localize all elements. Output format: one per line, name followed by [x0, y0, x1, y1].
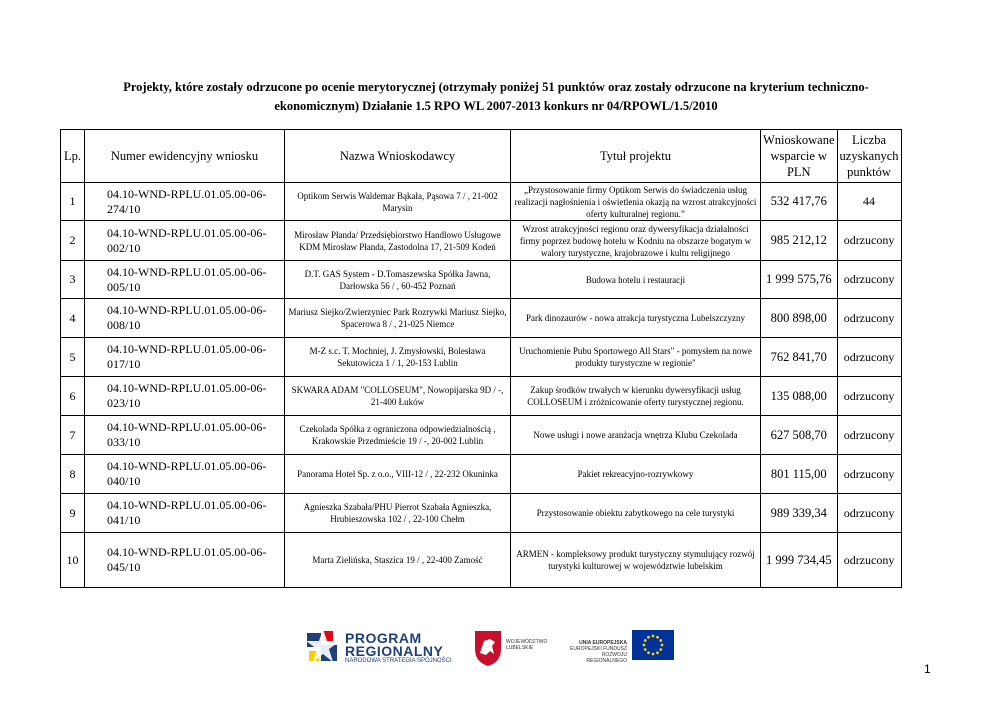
table-row — [61, 338, 902, 377]
cell-lp: 8 — [61, 455, 85, 494]
table-row — [61, 494, 902, 533]
cell-amount: 989 339,34 — [761, 494, 838, 533]
cell-points: odrzucony — [837, 261, 901, 299]
cell-amount: 627 508,70 — [761, 416, 838, 455]
header-project: Tytuł projektu — [511, 130, 761, 183]
title-line-1: Projekty, które zostały odrzucone po ocenie merytorycznej (otrzymały poniżej 51 punktów oraz zostały odrzucone na kryterium techniczno- — [123, 80, 869, 94]
cell-project: ARMEN - kompleksowy produkt turystyczny stymulujący rozwój turystyki kulturowej w województwie lubelskim — [511, 533, 761, 588]
page-number: 1 — [924, 662, 931, 676]
cell-evidence: 04.10-WND-RPLU.01.05.00-06-033/10 — [85, 416, 285, 455]
cell-applicant: Marta Zielińska, Staszica 19 / , 22-400 Zamość — [285, 533, 511, 588]
cell-points: odrzucony — [837, 416, 901, 455]
cell-evidence: 04.10-WND-RPLU.01.05.00-06-041/10 — [85, 494, 285, 533]
cell-amount: 532 417,76 — [761, 183, 838, 221]
cell-points: odrzucony — [837, 494, 901, 533]
cell-project: Budowa hotelu i restauracji — [511, 261, 761, 299]
cell-lp: 7 — [61, 416, 85, 455]
program-title: PROGRAM REGIONALNY — [345, 630, 444, 659]
program-regionalny-logo — [305, 627, 470, 671]
cell-lp: 2 — [61, 221, 85, 261]
table-row — [61, 455, 902, 494]
cell-applicant: Agnieszka Szabała/PHU Pierrot Szabała Agnieszka, Hrubieszowska 102 / , 22-100 Chełm — [285, 494, 511, 533]
cell-evidence: 04.10-WND-RPLU.01.05.00-06-045/10 — [85, 533, 285, 588]
header-lp: Lp. — [61, 130, 85, 183]
cell-points: odrzucony — [837, 377, 901, 416]
header-amount: Wnioskowane wsparcie w PLN — [761, 130, 838, 183]
cell-applicant: Czekolada Spółka z ograniczona odpowiedzialnością , Krakowskie Przedmieście 19 / -, 20-002 Lublin — [285, 416, 511, 455]
footer-logos — [0, 627, 992, 671]
cell-amount: 135 088,00 — [761, 377, 838, 416]
cell-points: odrzucony — [837, 338, 901, 377]
table-row — [61, 183, 902, 221]
cell-project: Park dinozaurów - nowa atrakcja turystyczna Lubelszczyzny — [511, 299, 761, 338]
cell-lp: 3 — [61, 261, 85, 299]
lubelskie-logo — [473, 629, 553, 669]
cell-amount: 801 115,00 — [761, 455, 838, 494]
eu-text: UNIA EUROPEJSKA EUROPEJSKI FUNDUSZ ROZWOJU REGIONALNEGO — [570, 640, 627, 664]
program-subtitle: NARODOWA STRATEGIA SPÓJNOŚCI — [345, 658, 452, 664]
cell-applicant: SKWARA ADAM "COLLOSEUM", Nowopijarska 9D / -, 21-400 Łuków — [285, 377, 511, 416]
lubelskie-text: WOJEWÓDZTWO LUBELSKIE — [506, 639, 548, 651]
cell-project: Zakup środków trwałych w kierunku dywersyfikacji usług COLLOSEUM i zróżnicowanie oferty turystycznej regionu. — [511, 377, 761, 416]
cell-applicant: D.T. GAS System - D.Tomaszewska Spółka Jawna, Darłowska 56 / , 60-452 Poznań — [285, 261, 511, 299]
cell-evidence: 04.10-WND-RPLU.01.05.00-06-005/10 — [85, 261, 285, 299]
cell-applicant: Panorama Hotel Sp. z o.o., VIII-12 / , 22-232 Okuninka — [285, 455, 511, 494]
cell-points: odrzucony — [837, 299, 901, 338]
eu-flag-icon — [632, 630, 674, 660]
cell-applicant: M-Z s.c. T. Mochniej, J. Zmysłowski, Bolesława Sekutowicza 1 / 1, 20-153 Lublin — [285, 338, 511, 377]
title-line-2: ekonomicznym) Działanie 1.5 RPO WL 2007-2013 konkurs nr 04/RPOWL/1.5/2010 — [274, 99, 718, 113]
cell-project: „Przystosowanie firmy Optikom Serwis do świadczenia usług realizacji nagłośnienia i oświetlenia okazją na wzrost atrakcyjności oferty kulturalnej regionu.” — [511, 183, 761, 221]
cell-points: odrzucony — [837, 221, 901, 261]
table-row — [61, 533, 902, 588]
header-applicant: Nazwa Wnioskodawcy — [285, 130, 511, 183]
cell-amount: 762 841,70 — [761, 338, 838, 377]
cell-amount: 985 212,12 — [761, 221, 838, 261]
cell-evidence: 04.10-WND-RPLU.01.05.00-06-008/10 — [85, 299, 285, 338]
program-star-icon — [305, 629, 341, 669]
cell-applicant: Mariusz Siejko/Zwierzyniec Park Rozrywki Mariusz Siejko, Spacerowa 8 / , 21-025 Niemce — [285, 299, 511, 338]
cell-lp: 4 — [61, 299, 85, 338]
table-header-row — [61, 130, 902, 183]
cell-amount: 1 999 575,76 — [761, 261, 838, 299]
cell-lp: 10 — [61, 533, 85, 588]
page-title — [40, 78, 952, 116]
cell-project: Wzrost atrakcyjności regionu oraz dywersyfikacja działalności firmy poprzez budowę hotelu w Kodniu na obszarze bogatym w walory turystyczne, krajobrazowe i kultu religijnego — [511, 221, 761, 261]
table-row — [61, 261, 902, 299]
header-points: Liczba uzyskanych punktów — [837, 130, 901, 183]
cell-applicant: Optikom Serwis Waldemar Bąkała, Pąsowa 7 / , 21-002 Marysin — [285, 183, 511, 221]
cell-project: Pakiet rekreacyjno-rozrywkowy — [511, 455, 761, 494]
cell-points: odrzucony — [837, 455, 901, 494]
cell-evidence: 04.10-WND-RPLU.01.05.00-06-017/10 — [85, 338, 285, 377]
cell-points: 44 — [837, 183, 901, 221]
cell-applicant: Mirosław Płanda/ Przedsiębiorstwo Handlowo Usługowe KDM Mirosław Płanda, Zastodolna 17, 21-509 Kodeń — [285, 221, 511, 261]
cell-lp: 5 — [61, 338, 85, 377]
cell-lp: 6 — [61, 377, 85, 416]
cell-amount: 800 898,00 — [761, 299, 838, 338]
lubelskie-crest-icon — [473, 629, 503, 667]
cell-evidence: 04.10-WND-RPLU.01.05.00-06-274/10 — [85, 183, 285, 221]
table-row — [61, 416, 902, 455]
cell-evidence: 04.10-WND-RPLU.01.05.00-06-040/10 — [85, 455, 285, 494]
projects-table — [60, 129, 902, 588]
cell-evidence: 04.10-WND-RPLU.01.05.00-06-023/10 — [85, 377, 285, 416]
cell-amount: 1 999 734,45 — [761, 533, 838, 588]
cell-project: Uruchomienie Pubu Sportowego All Stars" - pomysłem na nowe produkty turystyczne w regionie" — [511, 338, 761, 377]
table-row — [61, 377, 902, 416]
cell-points: odrzucony — [837, 533, 901, 588]
table-row — [61, 299, 902, 338]
cell-project: Przystosowanie obiektu zabytkowego na cele turystyki — [511, 494, 761, 533]
cell-evidence: 04.10-WND-RPLU.01.05.00-06-002/10 — [85, 221, 285, 261]
cell-lp: 1 — [61, 183, 85, 221]
cell-project: Nowe usługi i nowe aranżacja wnętrza Klubu Czekolada — [511, 416, 761, 455]
header-evidence: Numer ewidencyjny wniosku — [85, 130, 285, 183]
cell-lp: 9 — [61, 494, 85, 533]
table-row — [61, 221, 902, 261]
